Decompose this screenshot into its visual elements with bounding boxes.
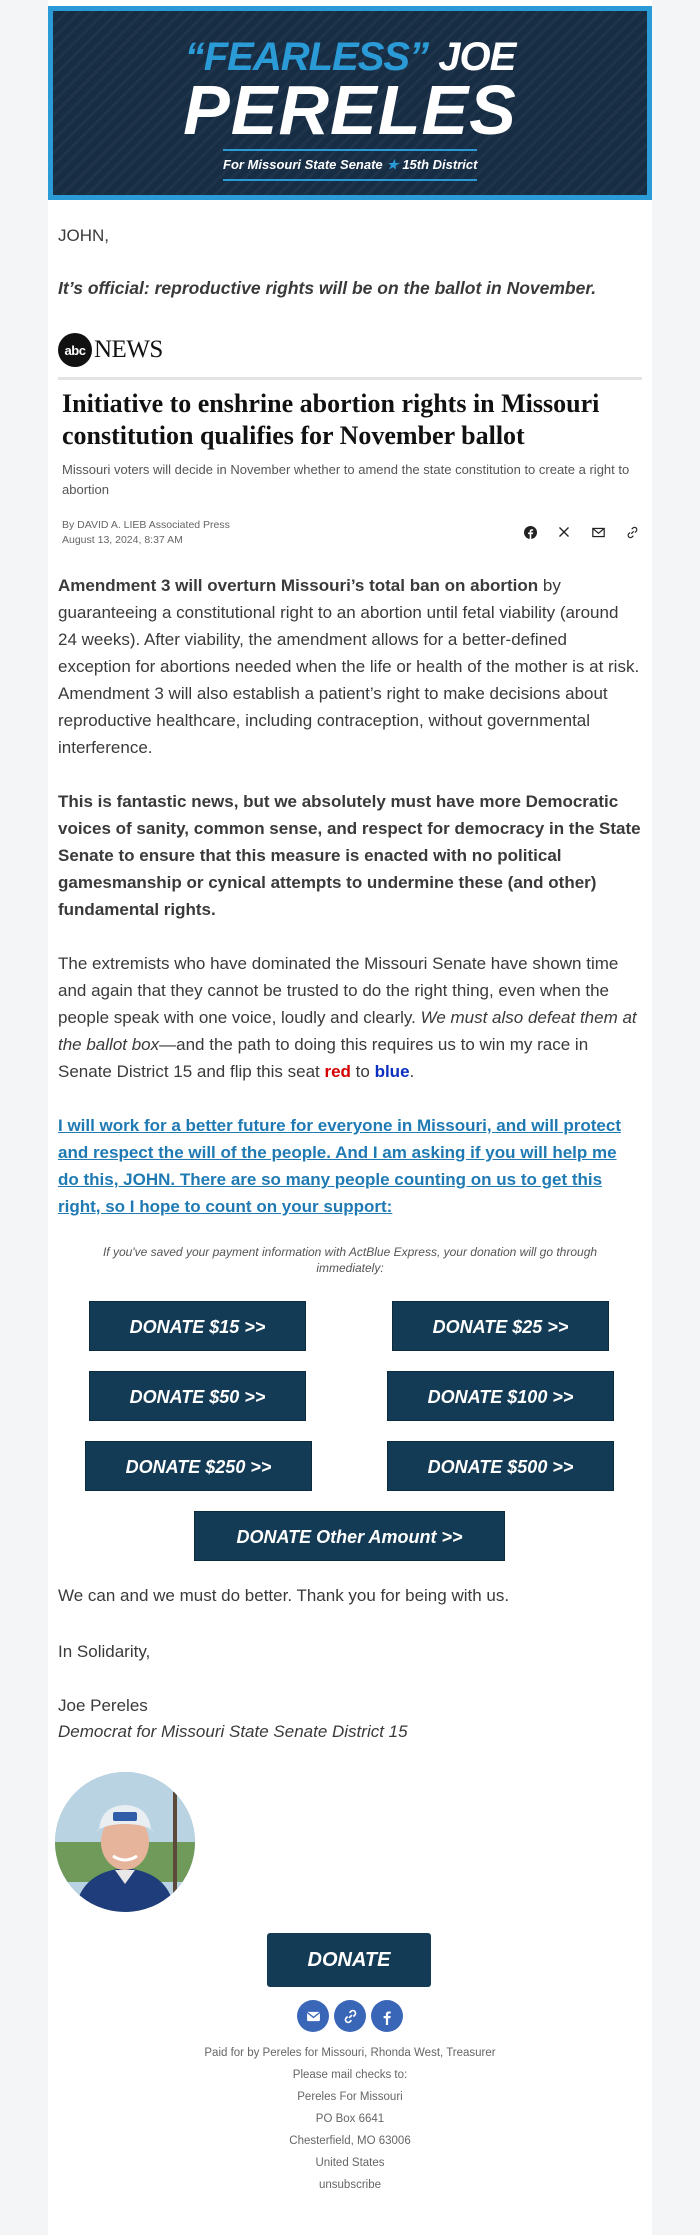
social-links: [297, 2000, 408, 2032]
abc-logo-circle: abc: [58, 333, 92, 367]
candidate-photo: [55, 1772, 195, 1912]
header-pereles: PERELES: [183, 71, 517, 149]
facebook-icon: [520, 522, 540, 542]
mail-icon[interactable]: [297, 2000, 329, 2032]
header-district: 15th District: [402, 157, 478, 172]
article-byline: [62, 518, 230, 548]
header-joe: JOE: [438, 35, 516, 79]
header-banner-inner: [53, 11, 647, 195]
header-fearless: “FEARLESS”: [184, 35, 429, 79]
official-headline: It’s official: reproductive rights will be on the ballot in November.: [58, 278, 597, 298]
fantastic-paragraph: This is fantastic news, but we absolutely must have more Democratic voices of sanity, common sense, and respect for democracy in the State Senate to ensure that this measure is enacted with no political gamesmanship or cynical attempts to undermine these (and other) fundamental rights.: [58, 792, 641, 919]
article-subtitle: Missouri voters will decide in November whether to amend the state constitution to create a right to abortion: [62, 462, 630, 497]
final-donate-button[interactable]: DONATE: [267, 1933, 431, 1987]
donate-500-button[interactable]: DONATE $500 >>: [387, 1441, 614, 1491]
link-icon[interactable]: [334, 2000, 366, 2032]
to-word: to: [350, 1062, 375, 1081]
extremists-paragraph: [58, 950, 642, 1085]
header-banner: [48, 6, 652, 200]
header-office: For Missouri State Senate: [223, 157, 383, 172]
actblue-note: If you've saved your payment information with ActBlue Express, your donation will go through immediately:: [102, 1245, 598, 1275]
donate-15-button[interactable]: DONATE $15 >>: [89, 1301, 306, 1351]
support-link[interactable]: I will work for a better future for everyone in Missouri, and will protect and respect the will of the people. And I am asking if you will help me do this, JOHN. There are so many people counting on us to get this right, so I hope to count on your support:: [58, 1116, 621, 1216]
link-icon: [622, 522, 642, 542]
footer-po-box: PO Box 6641: [315, 2113, 385, 2125]
signature-title: Democrat for Missouri State Senate District 15: [58, 1722, 408, 1741]
mail-icon: [588, 522, 608, 542]
article-author: By DAVID A. LIEB Associated Press: [62, 519, 230, 531]
footer-paid-for: Paid for by Pereles for Missouri, Rhonda West, Treasurer: [204, 2047, 496, 2059]
extremists-period: .: [409, 1062, 415, 1081]
footer-country: United States: [315, 2157, 385, 2169]
x-icon: [554, 522, 574, 542]
red-word: red: [324, 1062, 351, 1081]
extremists-part-1: The extremists who have dominated the Missouri Senate have shown time and again that they cannot be trusted to do the right thing, even when the people speak with one voice, loudly and clearly.: [58, 954, 619, 1027]
article-divider: [58, 377, 642, 380]
abc-news-logo: [58, 332, 163, 368]
amendment-rest: by guaranteeing a constitutional right to an abortion until fetal viability (around 24 weeks). After viability, the amendment allows for a better-defined exception for abortions needed when the life or health of the mother is at risk. Amendment 3 will also establish a patient’s right to make decisions about reproductive healthcare, including contraception, without governmental interference.: [58, 576, 640, 757]
signature-name: Joe Pereles: [58, 1696, 148, 1715]
email-body: [48, 0, 652, 2235]
article-title: Initiative to enshrine abortion rights in Missouri constitution qualifies for November ballot: [62, 389, 600, 450]
closing-line: We can and we must do better. Thank you for being with us.: [58, 1586, 510, 1605]
footer-city: Chesterfield, MO 63006: [289, 2135, 411, 2147]
donate-other-button[interactable]: DONATE Other Amount >>: [194, 1511, 505, 1561]
article-share-icons: [520, 522, 656, 542]
donate-100-button[interactable]: DONATE $100 >>: [387, 1371, 614, 1421]
closing-solidarity: In Solidarity,: [58, 1642, 151, 1661]
header-district-bar: [223, 149, 477, 181]
donate-25-button[interactable]: DONATE $25 >>: [392, 1301, 609, 1351]
donate-50-button[interactable]: DONATE $50 >>: [89, 1371, 306, 1421]
facebook-icon[interactable]: [371, 2000, 403, 2032]
article-date: August 13, 2024, 8:37 AM: [62, 534, 183, 546]
abc-logo-news: NEWS: [94, 336, 163, 363]
star-icon: ★: [386, 157, 399, 172]
candidate-photo-illustration: [55, 1772, 195, 1912]
blue-word: blue: [374, 1062, 410, 1081]
greeting: JOHN,: [58, 226, 109, 245]
amendment-paragraph: [58, 572, 642, 761]
extremists-italic: We must also defeat them at the ballot box: [58, 1008, 637, 1054]
footer-org: Pereles For Missouri: [297, 2091, 403, 2103]
donate-250-button[interactable]: DONATE $250 >>: [85, 1441, 312, 1491]
amendment-bold: Amendment 3 will overturn Missouri’s total ban on abortion: [58, 576, 539, 595]
footer-mail-checks: Please mail checks to:: [292, 2069, 408, 2081]
unsubscribe-link[interactable]: unsubscribe: [318, 2179, 381, 2191]
extremists-part-2: —and the path to doing this requires us to win my race in Senate District 15 and flip this seat: [58, 1035, 589, 1081]
